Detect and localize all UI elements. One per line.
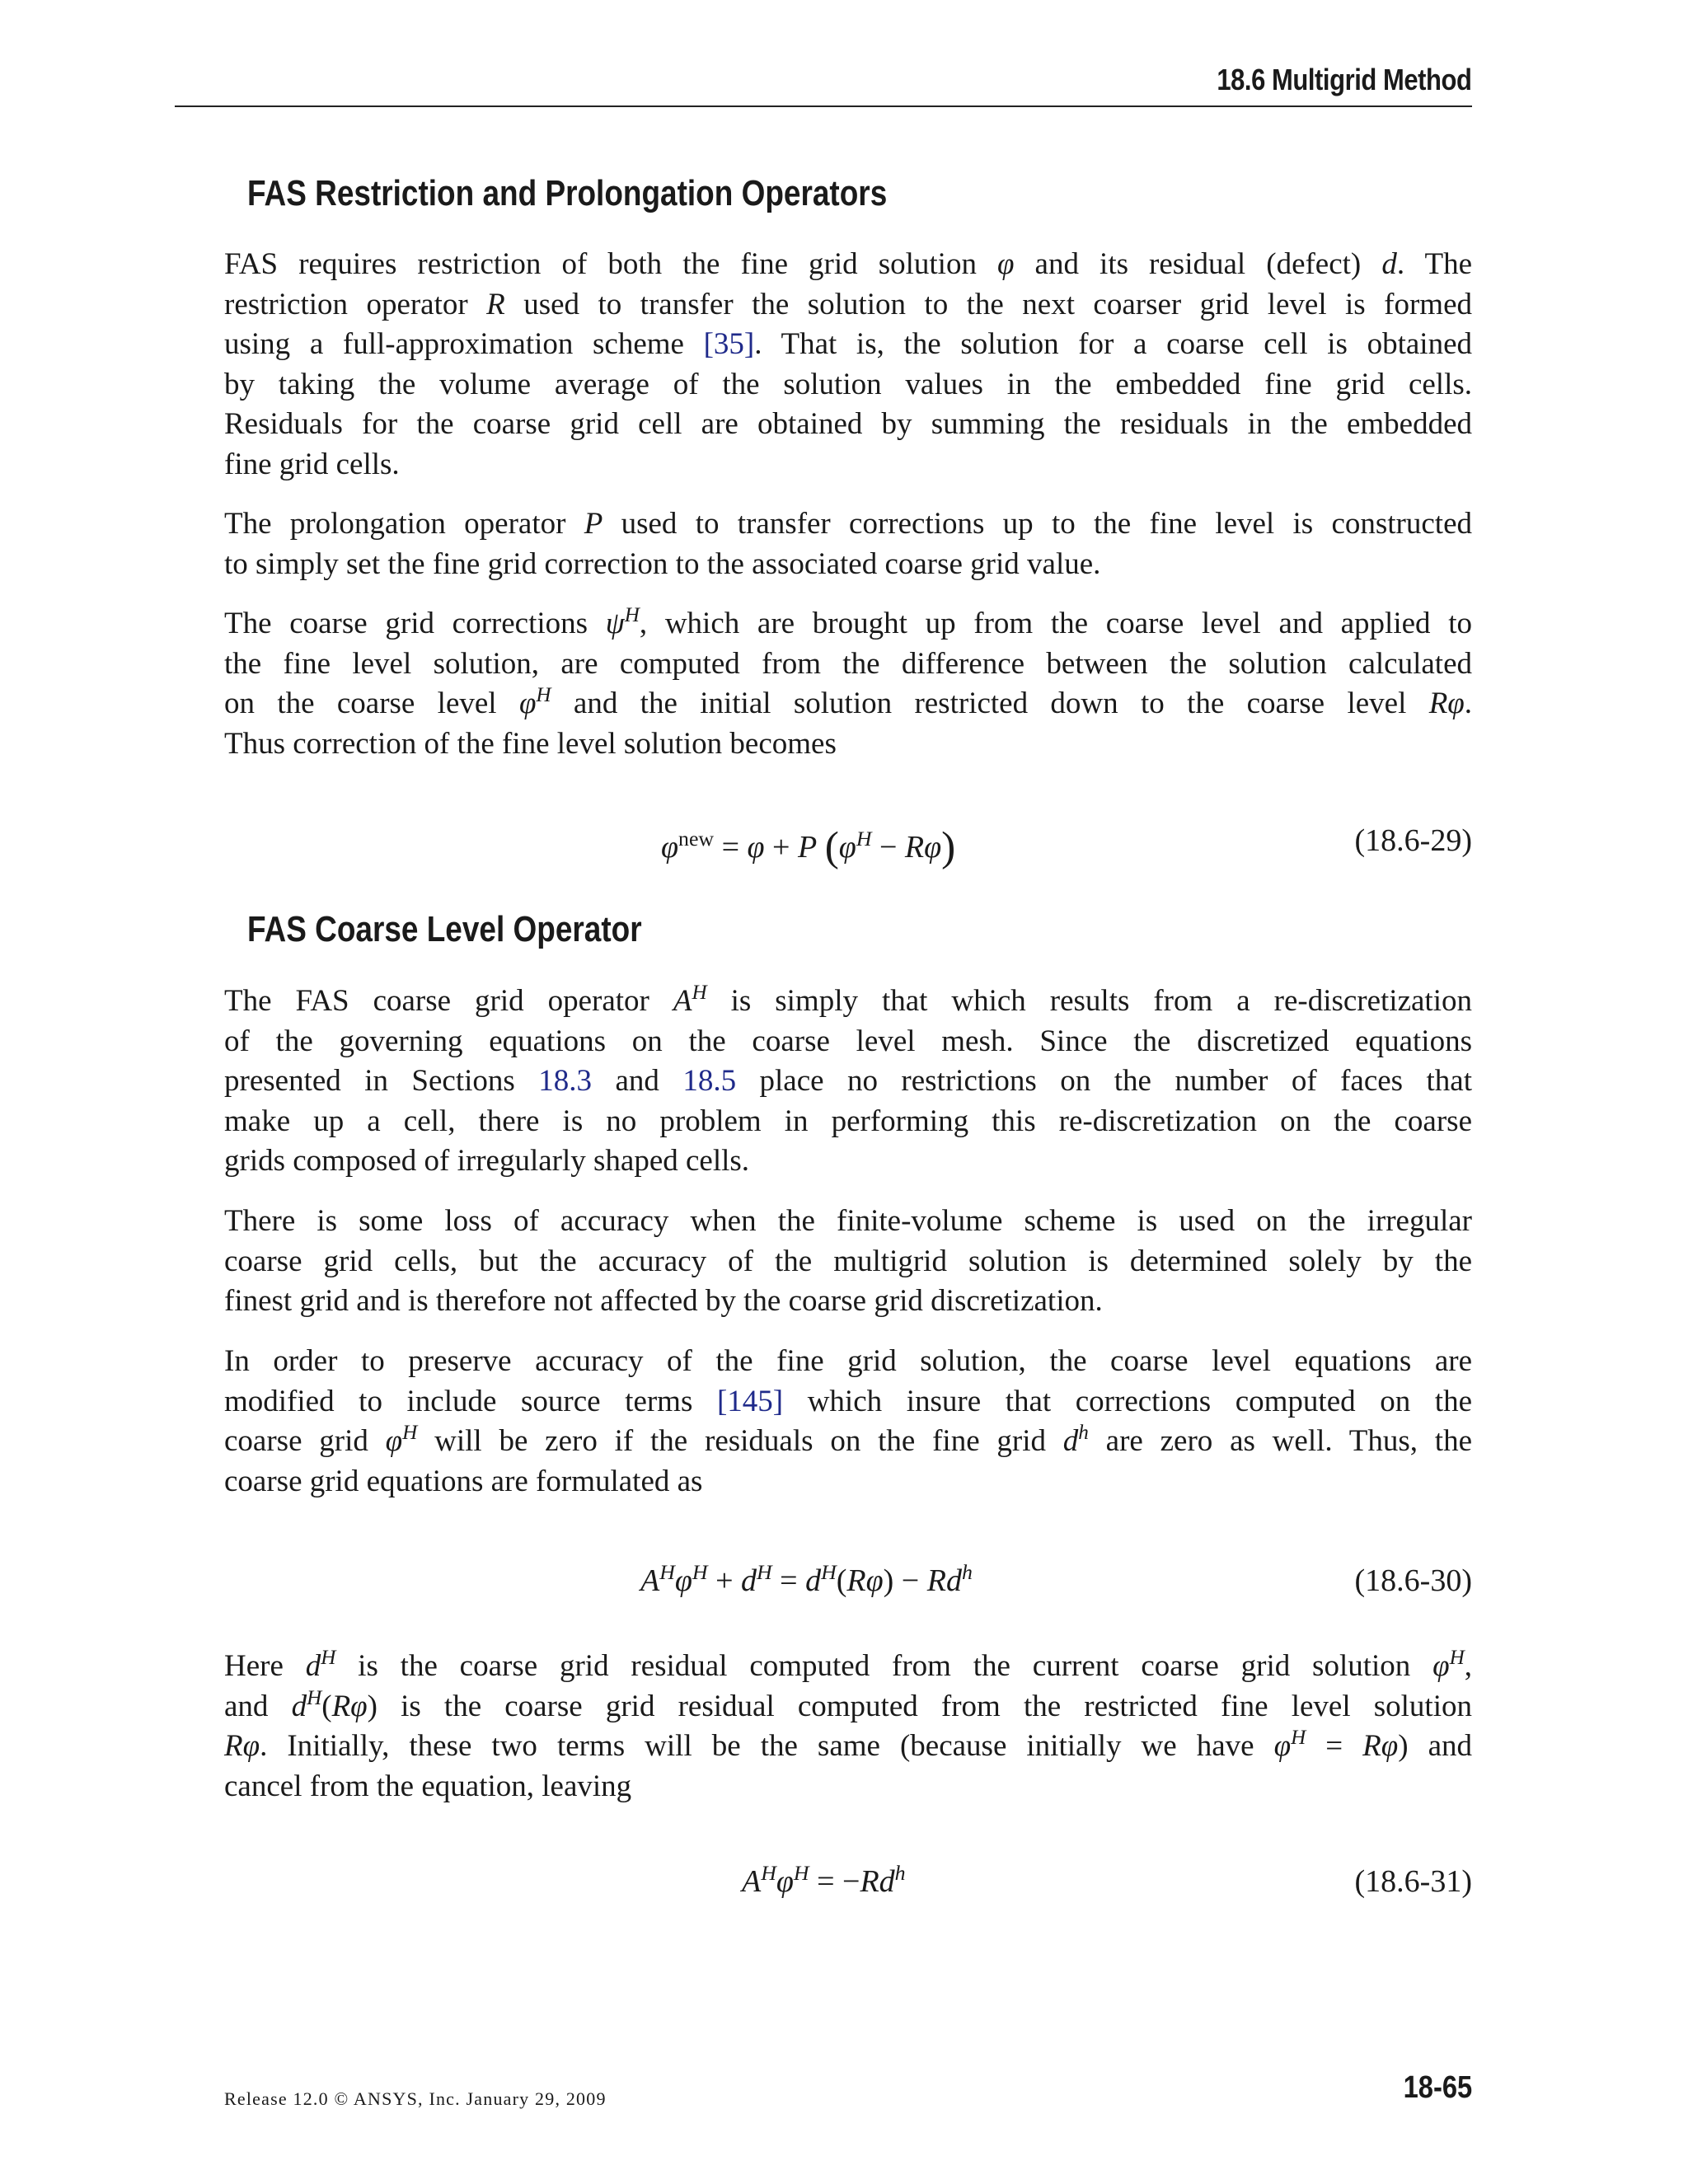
equation-body: $\varphi^{new} = \varphi + P$ $(\varphi^H - R\varphi)$ (661, 823, 956, 870)
running-title: 18.6 Multigrid Method (1217, 63, 1472, 96)
paragraph-accuracy-loss: There is some loss of accuracy when the finite-volume scheme is used on the irregular coarse grid cells, but the accuracy of the multigrid solution is determined solely by the finest grid and is therefore not affected by the coarse grid discretization. (224, 1204, 1472, 1318)
paragraph-coarse-corrections: The coarse grid corrections $\psi^H$, which are brought up from the coarse level and applied to the fine level solution, are computed from the difference between the solution calculated on the coarse level $\varphi^H$ and the initial solution restricted down to the coarse level Rφ. Thus correction of the fine level solution becomes (224, 604, 1473, 761)
section-heading-fas-coarse: FAS Coarse Level Operator (247, 909, 642, 949)
paragraph-source-terms: In order to preserve accuracy of the fine grid solution, the coarse level equations are modified to include source terms [145] which insure that corrections computed on the coarse grid $\varphi^H$ will be zero if the residuals on the fine grid $d^h$ are zero as well. Thus, the coarse grid equations are formulated as (224, 1344, 1472, 1498)
section-link-18-5[interactable]: 18.5 (682, 1064, 737, 1098)
page-number: 18-65 (1403, 2070, 1472, 2105)
section-heading-fas-restriction: FAS Restriction and Prolongation Operators (247, 173, 888, 213)
footer-release-info: Release 12.0 © ANSYS, Inc. January 29, 2009 (224, 2088, 607, 2109)
equation-number: (18.6-29) (1354, 823, 1472, 858)
paragraph-prolongation: The prolongation operator P used to transfer corrections up to the fine level is constructed to simply set the fine grid correction to the associated coarse grid value. (224, 507, 1473, 581)
equation-18-6-30 (224, 1558, 1472, 1607)
section-link-18-3[interactable]: 18.3 (538, 1064, 592, 1098)
paragraph-restriction: FAS requires restriction of both the fine grid solution φ and its residual (defect) d. The restriction operator R used to transfer the solution to the next coarser grid level is formed using a full-approximation scheme [35]. That is, the solution for a coarse cell is obtained by taking the volume average of the solution values in the embedded fine grid cells. Residuals for the coarse grid cell are obtained by summing the residuals in the embedded fine grid cells. (224, 247, 1472, 481)
equation-18-6-29 (224, 818, 1472, 870)
equation-body: $A^H\varphi^H + d^H = d^H(R\varphi) - Rd^h$ (640, 1559, 973, 1598)
citation-link-35[interactable]: [35] (703, 327, 755, 361)
citation-link-145[interactable]: [145] (716, 1384, 784, 1418)
paragraph-residual-terms: Here $d^H$ is the coarse grid residual computed from the current coarse grid solution $\varphi^H$, and $d^H(R\varphi)$ is the coarse grid residual computed from the restricted fine level solution Rφ. Initially, these two terms will be the same (because initially we have $\varphi^H = R\varphi$) and cancel from the equation, leaving (224, 1647, 1473, 1803)
equation-number: (18.6-31) (1354, 1864, 1472, 1899)
equation-18-6-31 (224, 1858, 1472, 1908)
equation-body: $A^H\varphi^H = -Rd^h$ (742, 1860, 906, 1899)
equation-number: (18.6-30) (1354, 1563, 1472, 1598)
paragraph-coarse-operator: The FAS coarse grid operator $A^H$ is simply that which results from a re-discretization of the governing equations on the coarse level mesh. Since the discretized equations presented in Sections 18.3 and 18.5 place no restrictions on the number of faces that make up a cell, there is no problem in performing this re-discretization on the coarse grids composed of irregularly shaped cells. (224, 982, 1472, 1178)
running-header (175, 59, 1472, 107)
